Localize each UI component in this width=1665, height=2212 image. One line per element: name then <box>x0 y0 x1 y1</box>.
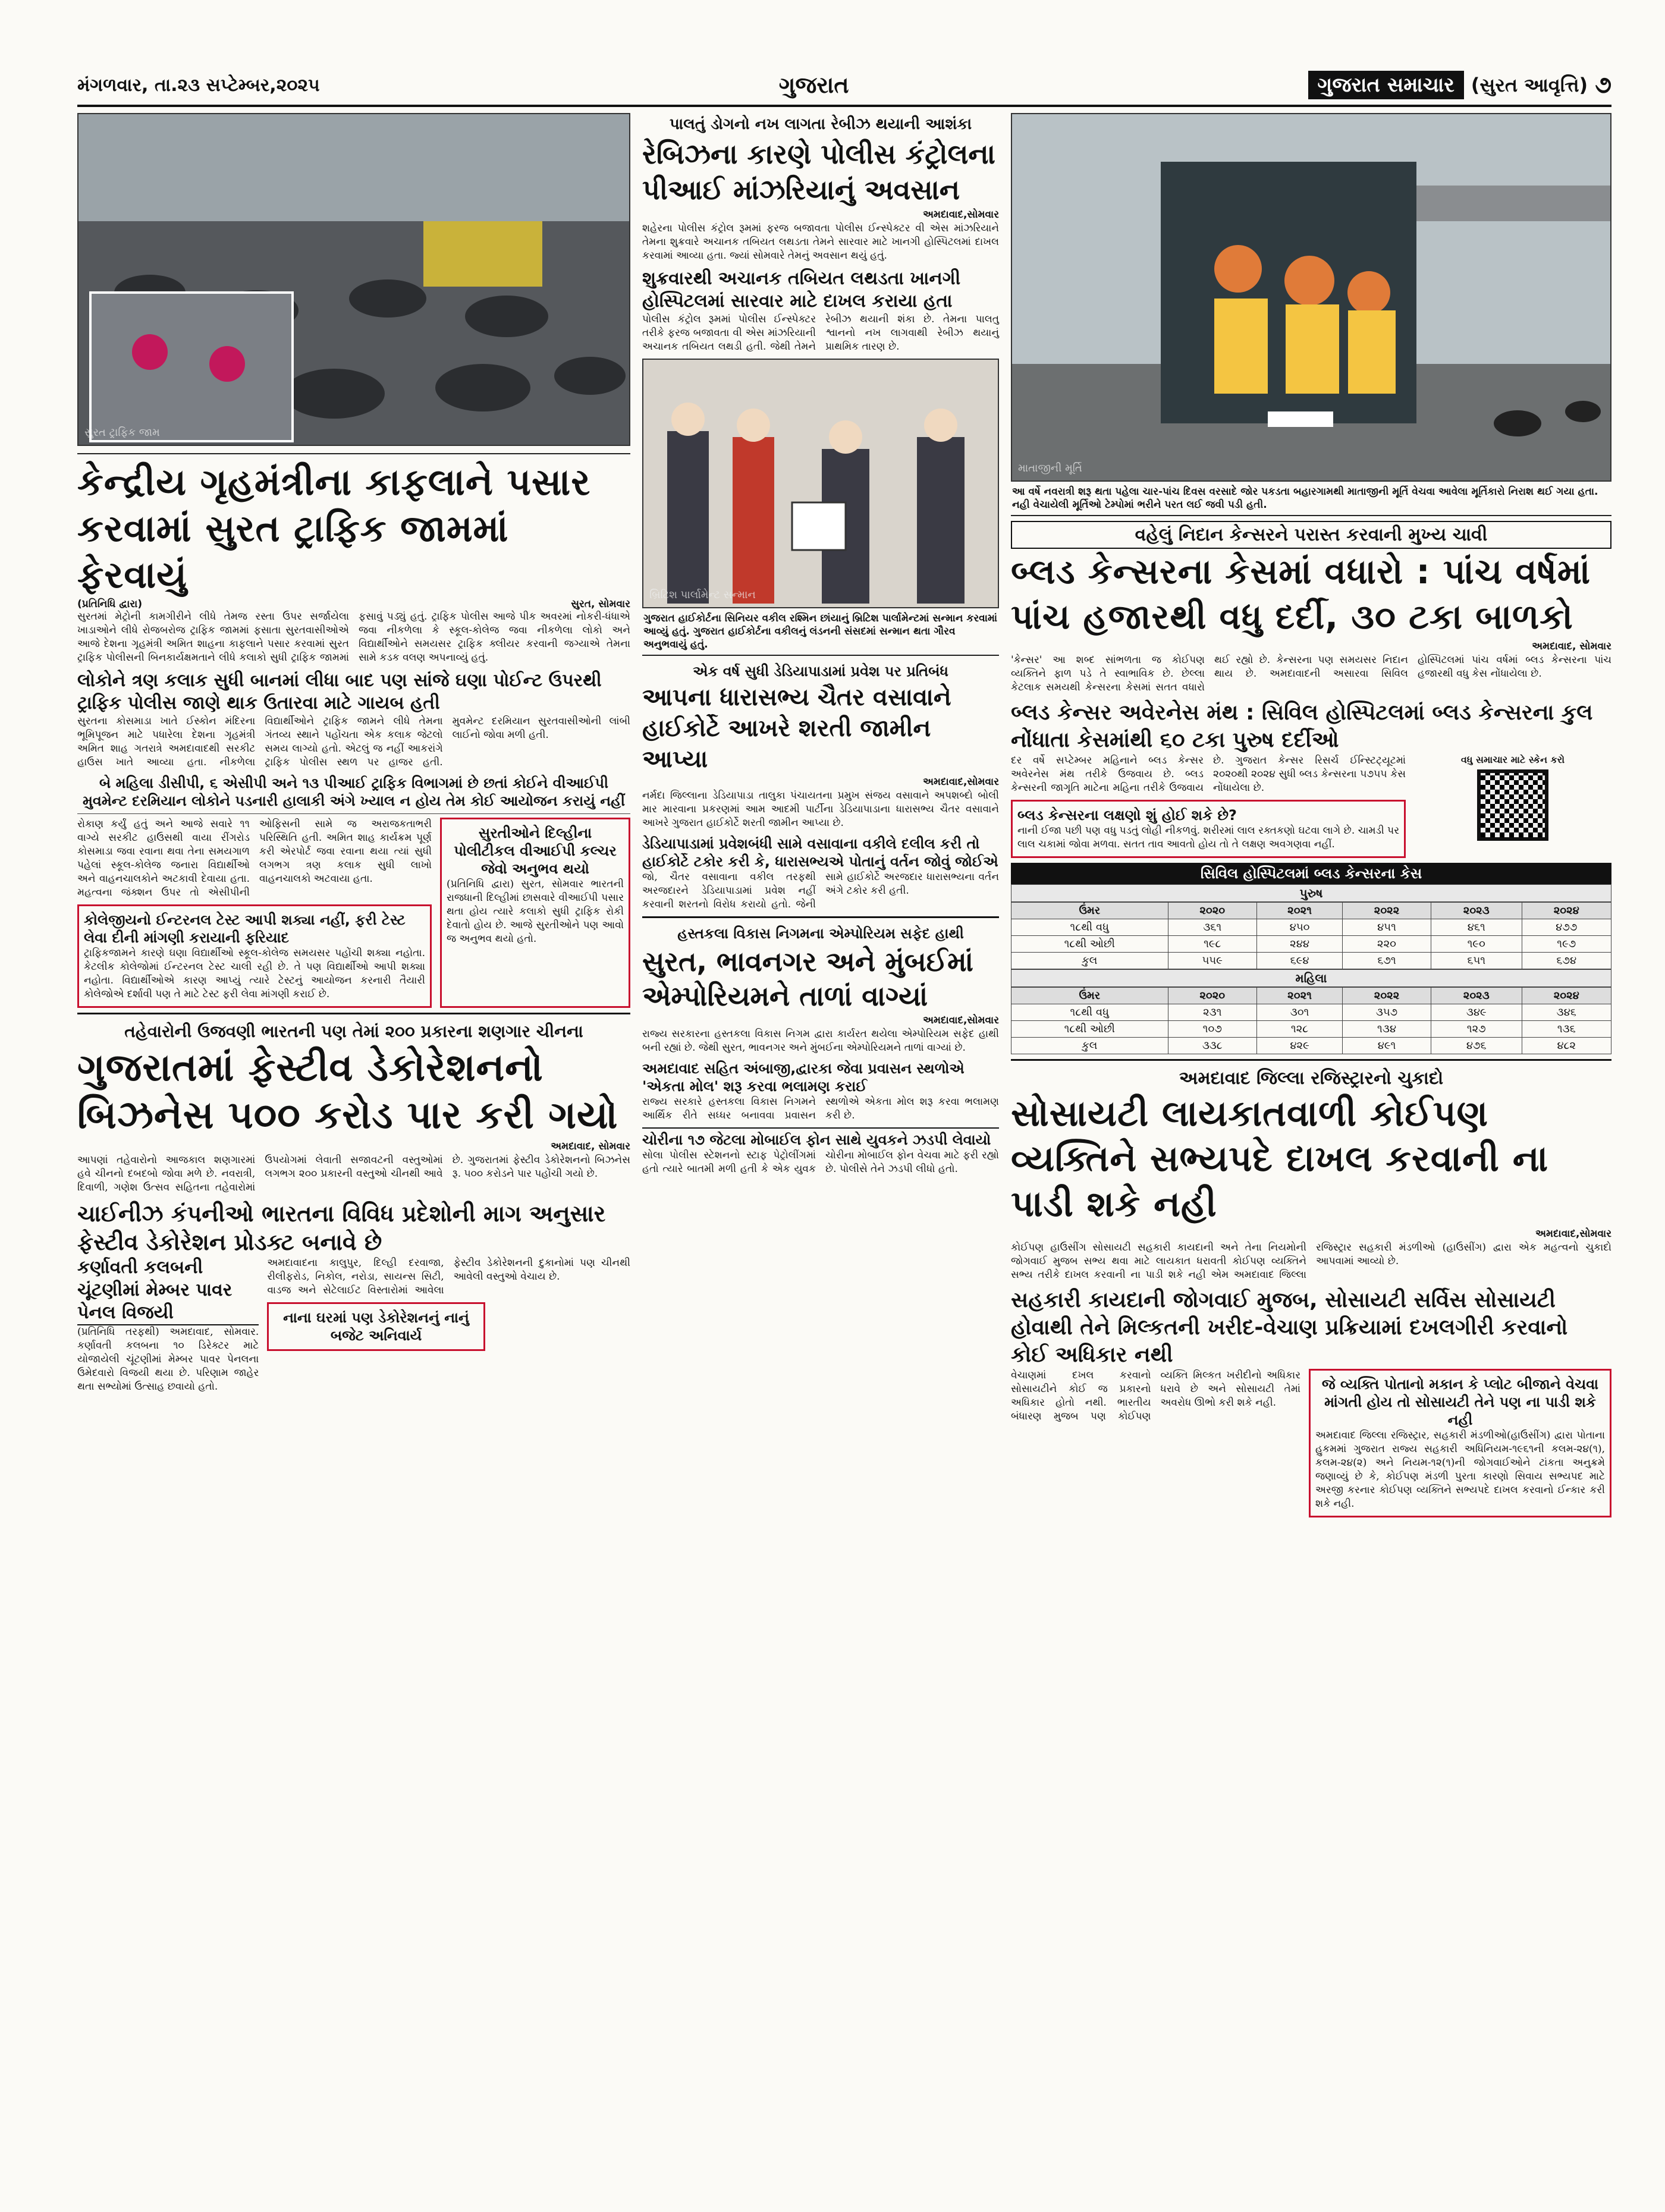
male-table-cell: ૧૮થી વધુ <box>1011 919 1168 936</box>
china-headline: ચાઈનીઝ કંપનીઓ ભારતના વિવિધ પ્રદેશોની માગ અનુસાર ફેસ્ટીવ ડેકોરેશન પ્રોડક્ટ બનાવે છે <box>77 1201 606 1255</box>
traffic-photo-illustration <box>78 114 629 445</box>
traffic-photo-label: સુરત ટ્રાફિક જામ <box>84 426 160 439</box>
traffic-photo-caption <box>77 446 630 454</box>
section-title: ગુજરાત <box>778 71 849 98</box>
edition-label: (સુરત આવૃત્તિ) <box>1471 73 1588 96</box>
male-table-header-cell: ઉંમર <box>1011 903 1168 919</box>
idol-photo-label: માતાજીની મૂર્તિ <box>1018 462 1082 475</box>
society-subhead: સહકારી કાયદાની જોગવાઈ મુજબ, સોસાયટી સર્વિસ સોસાયટી હોવાથી તેને મિલ્કતની ખરીદ-વેચાણ પ્રક્રિયામાં દખલગીરી કરવાનો કોઈ અધિકાર નથી <box>1011 1288 1568 1367</box>
symptoms-body: નાની ઈજા પછી પણ વધુ પડતું લોહી નીકળવું. શરીરમાં લાલ રક્તકણો ઘટવા લાગે છે. ચામડી પર લાલ ચકામાં જોવા મળવા. સતત તાવ આવતો હોય તો તે લક્ષણ અવગણવા નહીં. <box>1017 825 1399 850</box>
male-table-cell: ૧૮થી ઓછી <box>1011 936 1168 953</box>
column-left <box>77 113 630 1394</box>
female-table-row <box>1011 1038 1611 1054</box>
rabies-body: પોલીસ કંટ્રોલ રૂમમાં પોલીસ ઈન્સ્પેક્ટર તરીકે ફરજ બજાવતા વી એસ માંઝરિયાની અચાનક તબિયત લથડી હતી. જેથી તેમને રેબીઝ થયાની શંકા છે. તેમના પાલતુ શ્વાનનો નખ લાગવાથી રેબીઝ થયાનું પ્રાથમિક તારણ છે. <box>642 313 999 353</box>
traffic-lead: સુરતમાં મેટ્રોની કામગીરીને લીધે તેમજ રસ્તા ઉપર સર્જાયેલા ખાડાઓને લીધે રોજબરોજ ટ્રાફિક જામમાં ફસાતા સુરતવાસીઓએ આજે દેશના ગૃહમંત્રી અમિત શાહના કાફલાને પસાર કરવામાં સુરત ટ્રાફિક પોલીસની બિનકાર્યક્ષમતાને લીધે કલાકો સુધી ટ્રાફિક જામમાં ફસાવું પડ્યું હતું. ટ્રાફિક પોલીસ આજે પીક અવરમાં નોકરી-ધંધાએ જવા નીકળેલા કે સ્કૂલ-કોલેજ જવા નીકળેલા લોકો અને વિદ્યાર્થીઓને સમયસર ટ્રાફિક ક્લીયર કરવાની જગ્યાએ તેમના સામે કડક વલણ અપનાવ્યું હતું. <box>77 611 630 664</box>
society-headline: સોસાયટી લાયકાતવાળી કોઈપણ વ્યક્તિને સભ્યપદે દાખલ કરવાની ના પાડી શકે નહી <box>1011 1093 1549 1225</box>
male-table-row <box>1011 919 1611 936</box>
female-table-cell: ૨૩૧ <box>1168 1004 1257 1021</box>
male-table-header-cell: ૨૦૨૩ <box>1431 903 1522 919</box>
male-table-cell: ૨૨૦ <box>1343 936 1431 953</box>
emporium-body: રાજ્ય સરકારના હસ્તકલા વિકાસ નિગમ દ્વારા કાર્યરત થયેલા એમ્પોરિયમ સફેદ હાથી બની રહ્યાં છે. જેથી સુરત, ભાવનગર અને મુંબઈના એમ્પોરિયમને તાળાં વાગ્યાં છે. <box>642 1028 999 1054</box>
cancer-dateline: અમદાવાદ, સોમવાર <box>1532 640 1611 652</box>
emporium-headline: સુરત, ભાવનગર અને મુંબઈમાં એમ્પોરિયમને તાળાં વાગ્યાં <box>642 945 973 1012</box>
cancer-lead: 'કેન્સર' આ શબ્દ સાંભળતા જ કોઈપણ વ્યક્તિને ફાળ પડે તે સ્વાભાવિક છે. છેલ્લા કેટલાક સમયથી કેન્સરના કેસમાં સતત વધારો થઈ રહ્યો છે. કેન્સરના પણ સમયસર નિદાન થાય છે. અમદાવાદની અસારવા સિવિલ હોસ્પિટલમાં પાંચ વર્ષમાં બ્લડ કેન્સરના પાંચ હજારથી વધુ કેસ નોંધાયેલા છે. <box>1011 654 1611 693</box>
male-table-cell: ૪૫૧ <box>1343 919 1431 936</box>
column-right <box>1011 113 1611 1517</box>
ban-headline: આપના ધારાસભ્ય ચૈતર વસાવાને હાઈકોર્ટે આખરે શરતી જામીન આપ્યા <box>642 684 951 773</box>
male-table-header-cell: ૨૦૨૦ <box>1168 903 1257 919</box>
society-dateline: અમદાવાદ,સોમવાર <box>1535 1228 1611 1240</box>
symptoms-title: બ્લડ કેન્સરના લક્ષણો શું હોઈ શકે છે? <box>1017 807 1237 824</box>
male-table-cell: ૪૫૦ <box>1257 919 1343 936</box>
male-table-cell: ૪૬૧ <box>1431 919 1522 936</box>
sale-rights-box <box>1309 1369 1611 1517</box>
paper-brand <box>1308 71 1611 99</box>
cancer-body: દર વર્ષે સપ્ટેમ્બર મહિનાને બ્લડ કેન્સર અવેરનેસ મંથ તરીકે ઉજવાય છે. બ્લડ કેન્સરની જાગૃતિ માટેના મહિના તરીકે ઉજવાય છે. ગુજરાત કેન્સર રિસર્ચ ઈન્સ્ટિટ્યૂટમાં ૨૦૨૦થી ૨૦૨૪ સુધી બ્લડ કેન્સરના ૫૭૫૫ કેસ નોંધાયેલા છે. <box>1011 755 1406 794</box>
collegian-headline: કોલેજીયનો ઈન્ટરનલ ટેસ્ટ આપી શક્યા નહીં, ફરી ટેસ્ટ લેવા દીની માંગણી કરાયાની ફરિયાદ <box>84 912 406 946</box>
female-table-row <box>1011 1021 1611 1038</box>
female-table-row <box>1011 1004 1611 1021</box>
china-body: અમદાવાદના કાલુપુર, દિલ્હી દરવાજા, રીલીફરોડ, નિકોલ, નરોડા, સાયન્સ સિટી, વાડજ અને સેટેલાઈટ વિસ્તારોમાં આવેલા ફેસ્ટીવ ડેકોરેશનની દુકાનોમાં પણ ચીનથી આવેલી વસ્તુઓ વેચાય છે. <box>267 1257 630 1296</box>
female-table-cell: ૧૮થી ઓછી <box>1011 1021 1168 1038</box>
female-stats-table <box>1011 987 1611 1054</box>
female-table-header-cell: ૨૦૨૨ <box>1343 988 1431 1004</box>
sale-rights-headline: જે વ્યક્તિ પોતાનો મકાન કે પ્લોટ બીજાને વેચવા માંગતી હોય તો સોસાયટી તેને પણ ના પાડી શકે નહી <box>1321 1376 1599 1428</box>
female-table-cell: ૧૩૪ <box>1343 1021 1431 1038</box>
male-table-cell: ૧૯૮ <box>1168 936 1257 953</box>
male-table-row <box>1011 936 1611 953</box>
rabies-headline: રેબિઝના કારણે પોલીસ કંટ્રોલના પીઆઈ માંઝરિયાનું અવસાન <box>642 138 995 206</box>
female-table-cell: ૪૨૯ <box>1257 1038 1343 1054</box>
small-budget-box <box>267 1302 485 1351</box>
female-table-cell: ૧૩૬ <box>1522 1021 1611 1038</box>
symptoms-box <box>1011 800 1406 858</box>
ban-dateline: અમદાવાદ,સોમવાર <box>923 776 999 788</box>
rabies-subhead: શુક્રવારથી અચાનક તબિયત લથડતા ખાનગી હોસ્પિટલમાં સારવાર માટે દાખલ કરાયા હતા <box>642 268 961 312</box>
collegian-body: ટ્રાફિકજામને કારણે ઘણા વિદ્યાર્થીઓ સ્કૂલ-કોલેજ સમયસર પહોંચી શક્યા નહોતા. કેટલીક કોલેજોમાં ઈન્ટરનલ ટેસ્ટ ચાલી રહી છે. તે પણ વિદ્યાર્થીઓ આપી શક્યા નહોતા. વિદ્યાર્થીઓએ કારણ આપ્યું ત્યારે ટેસ્ટનું આયોજન કરનારી તૈયારી કોલેજોએ દર્શાવી પણ તે માટે ટેસ્ટ ફરી લેવા માંગણી કરાઈ છે. <box>84 947 425 1000</box>
female-table-header-cell: ૨૦૨૦ <box>1168 988 1257 1004</box>
female-table-cell: ૩૪૯ <box>1431 1004 1522 1021</box>
traffic-byline: (પ્રતિનિધિ દ્વારા) <box>77 598 143 610</box>
male-table-cell: ૬૭૪ <box>1522 953 1611 969</box>
masthead <box>77 65 1611 107</box>
rabies-dateline: અમદાવાદ,સોમવાર <box>923 209 999 221</box>
idol-photo-caption: આ વર્ષે નવરાત્રી શરૂ થતા પહેલા ચાર-પાંચ દિવસ વરસાદે જોર પકડતા બહારગામથી માતાજીની મૂર્તિ વેચવા આવેલા મૂર્તિકારો નિરાશ થઈ ગયા હતા. નહી વેચાયેલી મૂર્તિઓ ટેમ્પોમાં ભરીને પરત લઈ જવી પડી હતી. <box>1011 482 1611 516</box>
qr-code-icon[interactable] <box>1477 769 1548 841</box>
cancer-headline: બ્લડ કેન્સરના કેસમાં વધારો : પાંચ વર્ષમાં પાંચ હજારથી વધુ દર્દી, ૩૦ ટકા બાળકો <box>1011 551 1591 637</box>
male-table-header-cell: ૨૦૨૪ <box>1522 903 1611 919</box>
female-table-cell: ૩૪૬ <box>1522 1004 1611 1021</box>
female-table-cell: ૪૯૧ <box>1343 1038 1431 1054</box>
female-table-header-cell: ૨૦૨૩ <box>1431 988 1522 1004</box>
male-stats-table <box>1011 902 1611 969</box>
traffic-headline: કેન્દ્રીય ગૃહમંત્રીના કાફલાને પસાર કરવામાં સુરત ટ્રાફિક જામમાં ફેરવાયું <box>77 460 591 596</box>
qr-label: વધુ સમાચાર માટે સ્કેન કરો <box>1460 754 1565 765</box>
male-table-header-cell: ૨૦૨૧ <box>1257 903 1343 919</box>
cancer-table-title: સિવિલ હોસ્પિટલમાં બ્લડ કેન્સરના કેસ <box>1011 863 1611 884</box>
male-table-header-cell: ૨૦૨૨ <box>1343 903 1431 919</box>
male-table-cell: ૧૯૦ <box>1431 936 1522 953</box>
female-table-cell: ૧૨૮ <box>1257 1021 1343 1038</box>
idol-photo-illustration <box>1012 114 1610 480</box>
male-table-cell: ૪૭૭ <box>1522 919 1611 936</box>
society-lead: કોઈપણ હાઉસીંગ સોસાયટી સહકારી કાયદાની અને તેના નિયમોની જોગવાઈ મુજબ સભ્ય થવા માટે લાયકાત ધરાવતી કોઈપણ વ્યક્તિને સભ્ય તરીકે દાખલ કરવાની ના પાડી શકે નહી એમ અમદાવાદ જિલ્લા રજિસ્ટ્રાર સહકારી મંડળીઓ (હાઉસીંગ) દ્વારા એક મહત્વનો ચુકાદો આપવામાં આવ્યો છે. <box>1011 1242 1611 1281</box>
female-table-cell: ૪૮૨ <box>1522 1038 1611 1054</box>
female-table-cell: ૧૨૭ <box>1431 1021 1522 1038</box>
cancer-table <box>1011 863 1611 1054</box>
festive-dateline: અમદાવાદ, સોમવાર <box>551 1140 630 1152</box>
festive-kicker: તહેવારોની ઉજવણી ભારતની પણ તેમાં ૨૦૦ પ્રકારના શણગાર ચીનના <box>124 1022 583 1041</box>
collegian-box <box>77 904 432 1008</box>
traffic-dateline: સુરત, સોમવાર <box>571 598 630 610</box>
award-photo-caption: ગુજરાત હાઈકોર્ટના સિનિયર વકીલ રશ્મિન છાંયાનું બ્રિટિશ પાર્લામેન્ટમાં સન્માન કરવામાં આવ્યું હતું. ગુજરાત હાઈકોર્ટના વકીલનું લંડનની સંસદમાં સન્માન થતા ગૌરવ અનુભવાયું હતું. <box>642 608 999 656</box>
festive-body: આપણાં તહેવારોનો આજકાલ શણગારમાં હવે ચીનનો દબદબો જોવા મળે છે. નવરાત્રી, દિવાળી, ગણેશ ઉત્સવ સહિતના તહેવારોમાં ઉપયોગમાં લેવાતી સજાવટની વસ્તુઓમાં લગભગ ૨૦૦ પ્રકારની વસ્તુઓ ચીનથી આવે છે. ગુજરાતમાં ફેસ્ટીવ ડેકોરેશનનો બિઝનેસ રૂ. ૫૦૦ કરોડને પાર પહોંચી ગયો છે. <box>77 1154 630 1193</box>
table-female-label: મહિલા <box>1011 969 1611 987</box>
award-photo-illustration <box>643 360 998 607</box>
society-kicker: અમદાવાદ જિલ્લા રજિસ્ટ્રારનો ચુકાદો <box>1179 1068 1444 1089</box>
award-photo-label: બ્રિટિશ પાર્લામેન્ટ સન્માન <box>649 589 756 601</box>
theft-body: સોલા પોલીસ સ્ટેશનનો સ્ટાફ પેટ્રોલીંગમાં હતો ત્યારે બાતમી મળી હતી કે એક યુવક ચોરીના મોબાઈલ ફોન વેચવા માટે ફરી રહ્યો છે. પોલીસે તેને ઝડપી લીધો હતો. <box>642 1149 999 1175</box>
page-number: ૭ <box>1595 71 1611 99</box>
male-table-cell: ૧૯૭ <box>1522 936 1611 953</box>
emporium-kicker: હસ્તકલા વિકાસ નિગમના એમ્પોરિયમ સફેદ હાથી <box>677 925 964 942</box>
rabies-kicker: પાલતું ડોગનો નખ લાગતા રેબીઝ થયાની આશંકા <box>669 115 972 133</box>
ekta-headline: અમદાવાદ સહિત અંબાજી,દ્વારકા જેવા પ્રવાસન સ્થળોએ 'એકતા મોલ' શરૂ કરવા ભલામણ કરાઈ <box>642 1060 965 1095</box>
table-male-label: પુરુષ <box>1011 884 1611 902</box>
paper-logo: ગુજરાત સમાચાર <box>1308 71 1464 99</box>
ban-subhead: ડેડિયાપાડામાં પ્રવેશબંધી સામે વસાવાના વકીલે દલીલ કરી તો હાઈકોર્ટે ટકોર કરી કે, ધારાસભ્યએ પોતાનું વર્તન જોવું જોઈએ <box>642 835 998 870</box>
female-table-cell: ૪૭૬ <box>1431 1038 1522 1054</box>
male-table-cell: ૬૭૧ <box>1343 953 1431 969</box>
delhi-vip-headline: સુરતીઓને દિલ્હીના પોલીટીકલ વીઆઈપી કલ્ચર જેવો અનુભવ થયો <box>454 825 617 877</box>
award-photo <box>642 359 999 608</box>
column-middle <box>642 113 999 1176</box>
rabies-lead: શહેરના પોલીસ કંટ્રોલ રૂમમાં ફરજ બજાવતા પોલીસ ઈન્સ્પેક્ટર વી એસ માંઝરિયાને તેમના શુક્રવારે અચાનક તબિયત લથડતા તેમને સારવાર માટે ખાનગી હોસ્પિટલમાં દાખલ કરવામાં આવ્યા હતા. જ્યાં સોમવારે તેમનું અવસાન થયું હતું. <box>642 222 999 262</box>
sale-rights-body: અમદાવાદ જિલ્લા રજિસ્ટ્રાર, સહકારી મંડળીઓ(હાઉસીંગ) દ્વારા પોતાના હુકમમાં ગુજરાત રાજ્ય સહકારી અધિનિયમ-૧૯૬૧ની કલમ-૨૪(૧), કલમ-૨૪(૨) અને નિયમ-૧૨(૧)ની જોગવાઈઓને ટાંકતા અનુક્રમે જણાવ્યું છે કે, કોઈપણ મંડળી પુરતા કારણો સિવાય સભ્યપદ માટે અરજી કરનાર કોઈપણ વ્યક્તિને સભ્યપદે દાખલ કરવાનો ઈન્કાર કરી શકે નહી. <box>1315 1429 1605 1510</box>
female-table-cell: ૩૩૮ <box>1168 1038 1257 1054</box>
female-table-cell: ૩૦૧ <box>1257 1004 1343 1021</box>
female-table-cell: ૩૫૭ <box>1343 1004 1431 1021</box>
election-headline: કર્ણાવતી કલબની ચૂંટણીમાં મેમ્બર પાવર પેનલ વિજયી <box>77 1256 259 1325</box>
male-table-row <box>1011 953 1611 969</box>
traffic-body-1: સુરતના કોસમાડા ખાતે ઈસ્કોન મંદિરના ભૂમિપૂજન માટે પધારેલા દેશના ગૃહમંત્રી અમિત શાહ ગતરાત્રે અમદાવાદથી સરકીટ હાઉસ ખાતે આવ્યા હતા. નીકળેલા વિદ્યાર્થીઓને ટ્રાફિક જામને લીધે તેમના ગંતવ્ય સ્થાને પહોંચતા એક કલાક જેટલો સમય લાગ્યો હતો. એટલું જ નહીં આકરાંગે ટ્રાફિક પોલીસ સ્થળ પર હાજર હતી. મુવમેન્ટ દરમિયાન સુરતવાસીઓની લાંબી લાઈનો જોવા મળી હતી. <box>77 715 630 768</box>
female-table-cell: ૧૦૭ <box>1168 1021 1257 1038</box>
female-table-cell: ૧૮થી વધુ <box>1011 1004 1168 1021</box>
traffic-subhead-1: લોકોને ત્રણ કલાક સુધી બાનમાં લીધા બાદ પણ સાંજે ઘણા પોઈન્ટ ઉપરથી ટ્રાફિક પોલીસ જાણે થાક ઉતારવા માટે ગાયબ હતી <box>77 670 602 714</box>
delhi-vip-box <box>440 818 630 1008</box>
issue-date: મંગળવાર, તા.૨૩ સપ્ટેમ્બર,૨૦૨૫ <box>77 74 320 96</box>
female-table-header-cell: ઉંમર <box>1011 988 1168 1004</box>
idol-photo <box>1011 113 1611 482</box>
male-table-cell: ૨૪૪ <box>1257 936 1343 953</box>
male-table-cell: ૬૯૪ <box>1257 953 1343 969</box>
small-budget-text: નાના ઘરમાં પણ ડેકોરેશનનું નાનું બજેટ અનિવાર્ય <box>283 1309 469 1344</box>
theft-headline: ચોરીના ૧૭ જેટલા મોબાઈલ ફોન સાથે યુવકને ઝડપી લેવાયો <box>642 1127 999 1149</box>
traffic-body-2: રોકાણ કર્યું હતું અને આજે સવારે ૧૧ વાગ્યે સરકીટ હાઉસથી વાયા રીંગરોડ કોસમાડા જવા રવાના થવા તેના સમયગાળ પહેલાં સ્કૂલ-કોલેજ જનારા વિદ્યાર્થીઓ અને વાહનચાલકોને અટકાવી દેવાયા હતા. મહત્વના જંક્શન ઉપર તો એસીપીની ઓફિસની સામે જ અરાજકતાભરી પરિસ્થિતિ હતી. અમિત શાહ કાર્યક્રમ પૂર્ણ કરી એરપોર્ટ જવા રવાના થયા ત્યાં સુધી લગભગ ત્રણ કલાક સુધી લાખો વાહનચાલકો અટવાયા હતા. <box>77 818 432 898</box>
election-body: (પ્રતિનિધિ તરફથી) અમદાવાદ, સોમવાર. કર્ણાવતી કલબના ૧૦ ડિરેક્ટર માટે યોજાયેલી ચૂંટણીમાં મેમ્બર પાવર પેનલના ઉમેદવારો વિજયી થયા છે. પરિણામ જાહેર થતા સભ્યોમાં ઉત્સાહ છવાયો હતો. <box>77 1326 259 1393</box>
male-table-cell: ૫૫૯ <box>1168 953 1257 969</box>
female-table-header-cell: ૨૦૨૧ <box>1257 988 1343 1004</box>
society-body: વેચાણમાં દખલ કરવાનો સોસાયટીને કોઈ જ પ્રકારનો અધિકાર હોતો નથી. ભારતીય બંધારણ મુજબ પણ કોઈપણ વ્યક્તિ મિલ્કત ખરીદીનો અધિકાર ધરાવે છે અને સોસાયટી તેમાં અવરોધ ઊભો કરી શકે નહી. <box>1011 1369 1300 1422</box>
ban-kicker: એક વર્ષ સુધી ડેડિયાપાડામાં પ્રવેશ પર પ્રતિબંધ <box>693 663 948 680</box>
ban-body: નર્મદા જિલ્લાના ડેડિયાપાડા તાલુકા પંચાયતના પ્રમુખ સંજય વસાવાને અપશબ્દો બોલી માર મારવાના પ્રકરણમાં આમ આદમી પાર્ટીના ડેડિયાપાડાના ધારાસભ્ય ચૈતર વસાવાને આખરે ગુજરાત હાઈકોર્ટે શરતી જામીન આપ્યા છે. <box>642 790 999 829</box>
female-table-header-cell: ૨૦૨૪ <box>1522 988 1611 1004</box>
male-table-cell: ૩૬૧ <box>1168 919 1257 936</box>
ekta-body: રાજ્ય સરકારે હસ્તકલા વિકાસ નિગમને આર્થિક રીતે સધ્ધર બનાવવા પ્રવાસન સ્થળોએ એકતા મોલ શરૂ કરવા ભલામણ કરી છે. <box>642 1096 999 1121</box>
traffic-subhead-2: બે મહિલા ડીસીપી, ૬ એસીપી અને ૧૩ પીઆઈ ટ્રાફિક વિભાગમાં છે છતાં કોઈને વીઆઈપી મુવમેન્ટ દરમિયાન લોકોને પડનારી હાલાકી અંગે ખ્યાલ ન હોય તેમ કોઈ આયોજન કરાયું નહીં <box>82 775 626 809</box>
festive-headline: ગુજરાતમાં ફેસ્ટીવ ડેકોરેશનનો બિઝનેસ ૫૦૦ કરોડ પાર કરી ગયો <box>77 1046 618 1138</box>
emporium-dateline: અમદાવાદ,સોમવાર <box>923 1014 999 1026</box>
cancer-kicker: વહેલું નિદાન કેન્સરને પરાસ્ત કરવાની મુખ્ય ચાવી <box>1011 521 1611 549</box>
female-table-cell: કુલ <box>1011 1038 1168 1054</box>
male-table-cell: ૬૫૧ <box>1431 953 1522 969</box>
traffic-photo <box>77 113 630 446</box>
male-table-cell: કુલ <box>1011 953 1168 969</box>
delhi-vip-body: (પ્રતિનિધિ દ્વારા) સુરત, સોમવાર ભારતની રાજધાની દિલ્હીમાં છાસવારે વીઆઈપી પસાર થતા હોય ત્યારે કલાકો સુધી ટ્રાફિક રોકી દેવાતો હોય છે. આજે સુરતીઓને પણ આવો જ અનુભવ થયો હતો. <box>447 878 624 945</box>
ban-body-2: જો, ચૈતર વસાવાના વકીલ તરફથી અરજદારને ડેડિયાપાડામાં પ્રવેશ નહીં કરવાની શરતનો વિરોધ કરાયો હતો. જેની સામે હાઈકોર્ટે અરજદાર ધારાસભ્યના વર્તન અંગે ટકોર કરી હતી. <box>642 871 999 910</box>
cancer-subhead: બ્લડ કેન્સર અવેરનેસ મંથ : સિવિલ હોસ્પિટલમાં બ્લડ કેન્સરના કુલ નોંધાતા કેસમાંથી ૬૦ ટકા પુરુષ દર્દીઓ <box>1011 700 1593 752</box>
